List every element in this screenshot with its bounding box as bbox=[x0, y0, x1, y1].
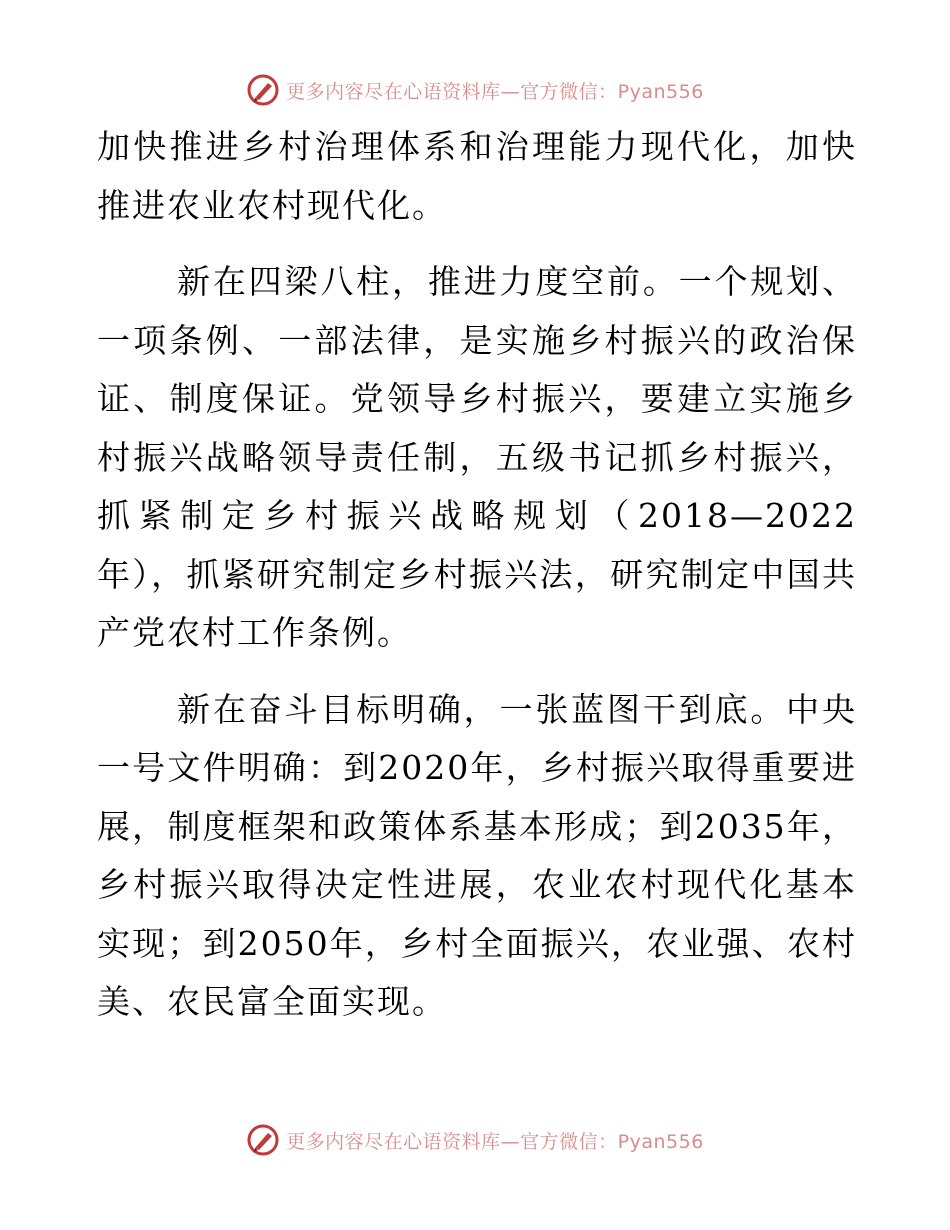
paragraph-3: 新在奋斗目标明确，一张蓝图干到底。中央一号文件明确：到2020年，乡村振兴取得重要进展，制度框架和政策体系基本形成；到2035年，乡村振兴取得决定性进展，农业农村现代化基本实现；到2050年，乡村全面振兴，农业强、农村美、农民富全面实现。 bbox=[97, 689, 857, 1021]
paragraph-2: 新在四梁八柱，推进力度空前。一个规划、一项条例、一部法律，是实施乡村振兴的政治保证、制度保证。党领导乡村振兴，要建立实施乡村振兴战略领导责任制，五级书记抓乡村振兴，抓紧制定乡村振兴战略规划（2018—2022年），抓紧研究制定乡村振兴法，研究制定中国共产党农村工作条例。 bbox=[97, 262, 857, 652]
paragraph-1: 加快推进乡村治理体系和治理能力现代化，加快推进农业农村现代化。 bbox=[97, 127, 857, 225]
footer-watermark bbox=[0, 1120, 950, 1160]
document-body bbox=[97, 118, 857, 1032]
pen-logo-icon bbox=[246, 73, 280, 107]
watermark-text: 更多内容尽在心语资料库—官方微信：Pyan556 bbox=[286, 80, 704, 103]
pen-logo-icon bbox=[246, 1123, 280, 1157]
header-watermark bbox=[0, 70, 950, 110]
watermark-text: 更多内容尽在心语资料库—官方微信：Pyan556 bbox=[286, 1130, 704, 1153]
